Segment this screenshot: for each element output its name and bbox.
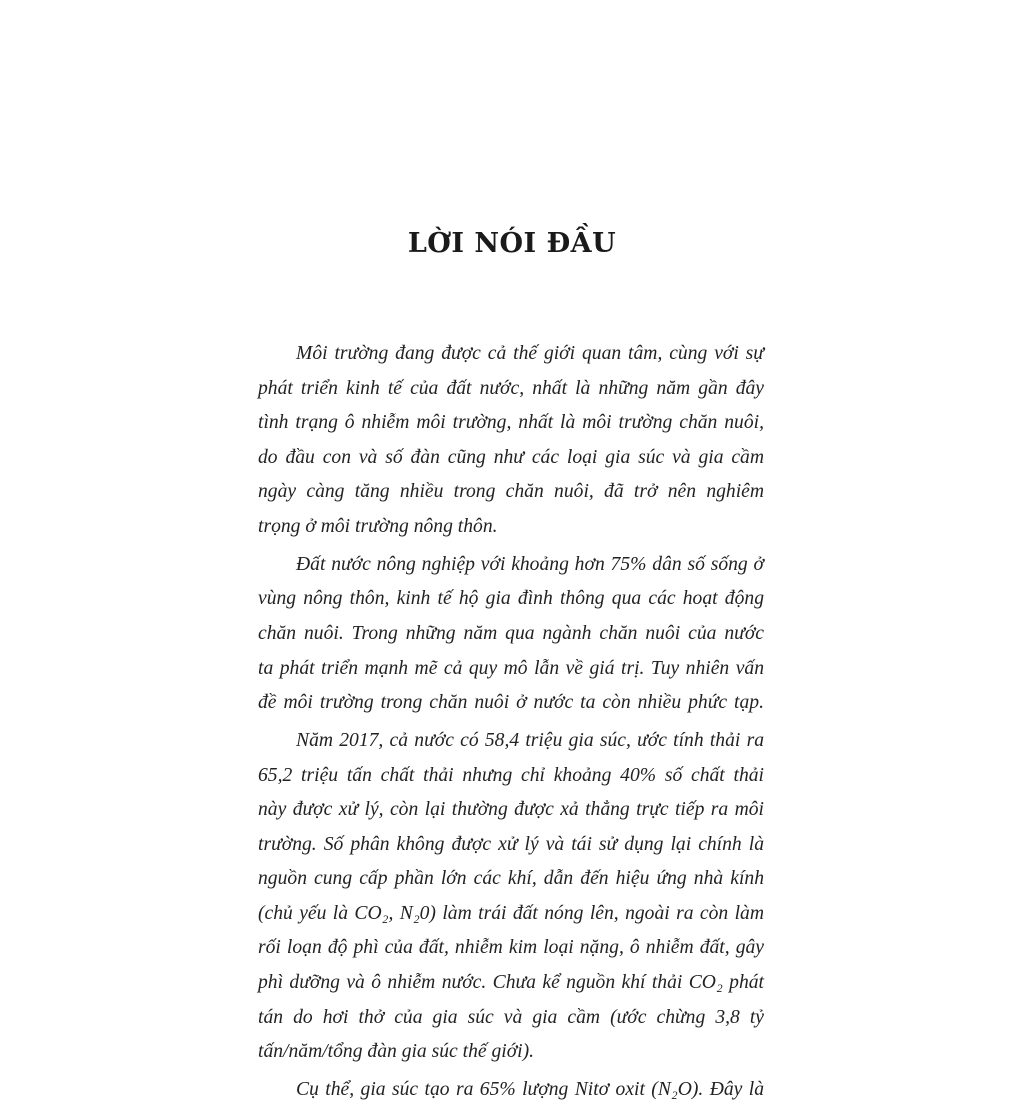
paragraph-2-line-1: Đất nước nông nghiệp với khoảng hơn 75% dân số sống ở	[296, 553, 764, 575]
paragraph-2-line-4: ta phát triển mạnh mẽ cả quy mô lẫn về giá trị. Tuy nhiên vấn	[258, 657, 764, 679]
paragraph-3-line-2: 65,2 triệu tấn chất thải nhưng chỉ khoảng 40% số chất thải	[258, 764, 764, 786]
paragraph-4-line-1: Cụ thể, gia súc tạo ra 65% lượng Nitơ oxit (N₂O). Đây là	[296, 1079, 764, 1101]
paragraph-1-line-2: phát triển kinh tế của đất nước, nhất là những năm gần đây	[258, 377, 764, 399]
paragraph-1-line-5: ngày càng tăng nhiều trong chăn nuôi, đã trở nên nghiêm	[258, 481, 764, 503]
paragraph-1-line-1: Môi trường đang được cả thế giới quan tâm, cùng với sự	[296, 343, 764, 364]
paragraph-3-line-3: này được xử lý, còn lại thường được xả thẳng trực tiếp ra môi	[258, 799, 764, 821]
page-title: LỜI NÓI ĐẦU	[407, 228, 617, 259]
paragraph-3-line-8: phì dưỡng và ô nhiễm nước. Chưa kể nguồn khí thải CO₂ phát	[258, 972, 764, 994]
paragraph-1-line-3: tình trạng ô nhiễm môi trường, nhất là môi trường chăn nuôi,	[258, 412, 764, 434]
paragraph-1-line-6: trọng ở môi trường nông thôn.	[258, 515, 498, 537]
paragraph-3-line-7: rối loạn độ phì của đất, nhiễm kim loại nặng, ô nhiễm đất, gây	[258, 937, 764, 959]
paragraph-3-line-6: (chủ yếu là CO₂, N₂0) làm trái đất nóng lên, ngoài ra còn làm	[258, 902, 764, 924]
paragraph-2-line-5: đề môi trường trong chăn nuôi ở nước ta còn nhiều phức tạp.	[258, 692, 764, 714]
paragraph-3-line-5: nguồn cung cấp phần lớn các khí, dẫn đến hiệu ứng nhà kính	[258, 868, 764, 890]
paragraph-1-line-4: do đầu con và số đàn cũng như các loại gia súc và gia cầm	[258, 446, 764, 468]
paragraph-3-line-4: trường. Số phân không được xử lý và tái sử dụng lại chính là	[258, 833, 764, 855]
paragraph-2-line-2: vùng nông thôn, kinh tế hộ gia đình thông qua các hoạt động	[258, 588, 764, 610]
paragraph-2-line-3: chăn nuôi. Trong những năm qua ngành chăn nuôi của nước	[258, 622, 764, 644]
paragraph-3-line-10: tấn/năm/tổng đàn gia súc thế giới).	[258, 1041, 535, 1063]
body-text	[258, 337, 764, 1108]
paragraph-3-line-9: tán do hơi thở của gia súc và gia cầm (ước chừng 3,8 tỷ	[258, 1006, 764, 1028]
paragraph-3-line-1: Năm 2017, cả nước có 58,4 triệu gia súc, ước tính thải ra	[296, 729, 764, 751]
